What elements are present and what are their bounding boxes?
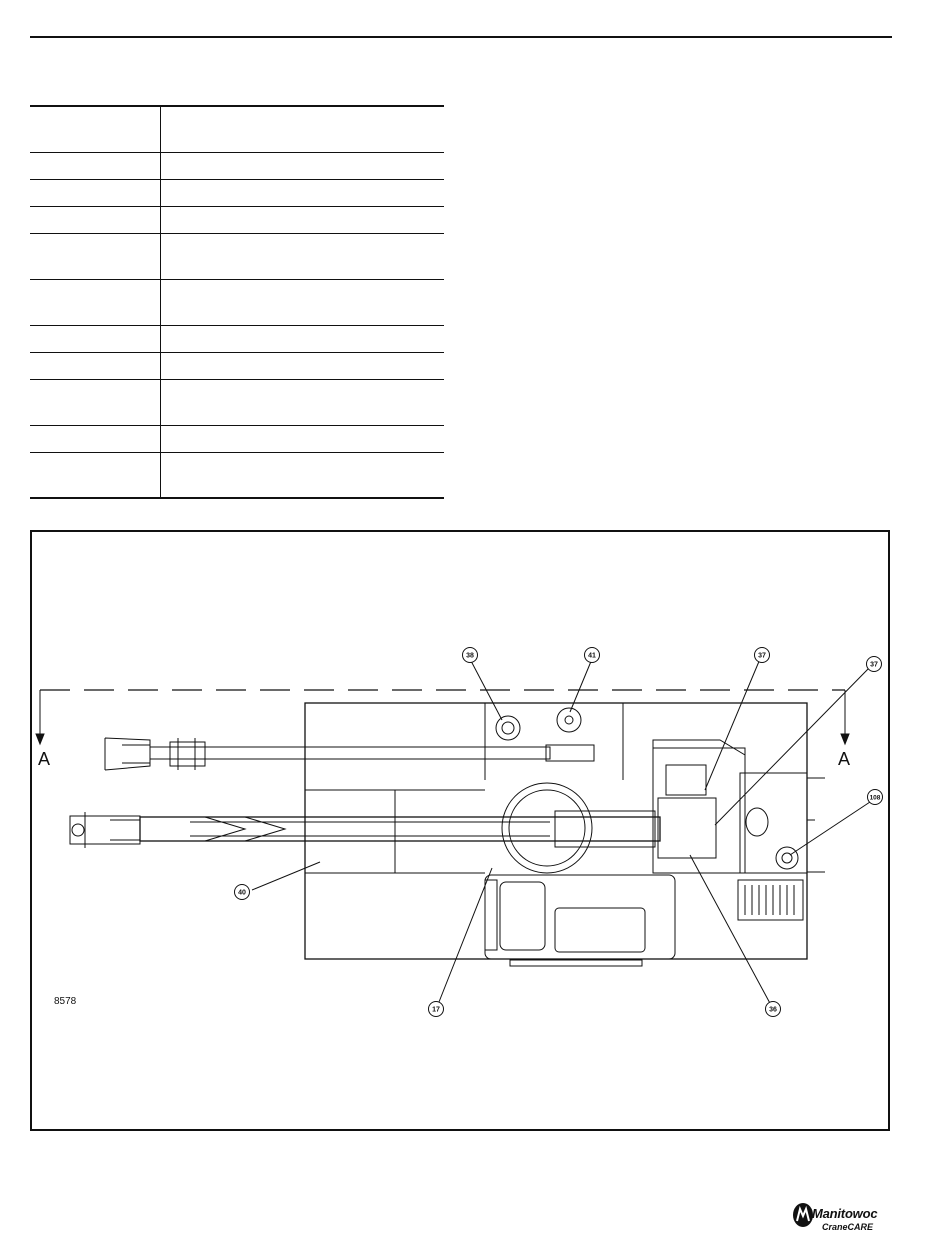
svg-text:41: 41 xyxy=(588,652,596,660)
table-cell xyxy=(30,425,161,452)
table-cell xyxy=(30,106,161,152)
section-arrow-right xyxy=(841,690,849,744)
table-cell xyxy=(161,233,445,279)
engine-block xyxy=(653,740,825,920)
table-cell xyxy=(30,152,161,179)
callout-37b xyxy=(867,657,882,672)
jib xyxy=(105,738,594,770)
logo-subtitle: CraneCARE xyxy=(822,1222,874,1232)
callout-41 xyxy=(585,648,600,663)
table-cell xyxy=(30,279,161,325)
cab xyxy=(485,875,675,966)
svg-text:37: 37 xyxy=(758,652,766,660)
main-boom xyxy=(70,811,660,848)
section-arrow-left xyxy=(36,690,44,744)
callout-108 xyxy=(868,790,883,805)
leader-108 xyxy=(790,800,873,855)
table-row xyxy=(30,325,444,352)
leader-17 xyxy=(437,868,492,1007)
figure-frame xyxy=(30,530,890,1131)
table-row xyxy=(30,425,444,452)
table-row xyxy=(30,152,444,179)
section-label-right: A xyxy=(838,749,851,769)
table-cell xyxy=(161,452,445,498)
table-cell xyxy=(30,233,161,279)
section-label-left: A xyxy=(38,749,51,769)
table-cell xyxy=(161,325,445,352)
svg-text:40: 40 xyxy=(238,889,246,897)
leader-40 xyxy=(252,862,320,890)
table-row xyxy=(30,452,444,498)
callout-36 xyxy=(766,1002,781,1017)
table-cell xyxy=(161,106,445,152)
svg-text:17: 17 xyxy=(432,1006,440,1014)
table-cell xyxy=(30,325,161,352)
table-cell xyxy=(161,425,445,452)
leader-41 xyxy=(570,659,592,712)
table-cell xyxy=(161,352,445,379)
table-cell xyxy=(161,279,445,325)
table-cell xyxy=(161,379,445,425)
table-cell xyxy=(30,179,161,206)
lubrication-table xyxy=(30,105,444,499)
table-row xyxy=(30,106,444,152)
top-rule xyxy=(30,36,892,38)
leader-37a xyxy=(705,659,760,790)
svg-text:37: 37 xyxy=(870,661,878,669)
table-cell xyxy=(161,152,445,179)
logo-emblem-icon xyxy=(792,1202,814,1228)
table-row xyxy=(30,233,444,279)
table-cell xyxy=(30,379,161,425)
carrier-deck xyxy=(305,703,807,959)
table-cell xyxy=(30,452,161,498)
table-row xyxy=(30,206,444,233)
leader-36 xyxy=(690,855,772,1007)
turntable xyxy=(502,783,592,873)
svg-text:108: 108 xyxy=(869,794,881,802)
table-cell xyxy=(161,179,445,206)
table-cell xyxy=(161,206,445,233)
figure-number: 8578 xyxy=(54,996,77,1007)
crane-top-view-drawing xyxy=(30,530,890,1131)
callout-37a xyxy=(755,648,770,663)
callout-17 xyxy=(429,1002,444,1017)
table-row xyxy=(30,352,444,379)
leader-37b xyxy=(715,667,870,825)
callout-40 xyxy=(235,885,250,900)
manitowoc-cranecare-logo xyxy=(790,1200,900,1240)
callout-38 xyxy=(463,648,478,663)
table-cell xyxy=(30,352,161,379)
logo-wordmark: Manitowoc xyxy=(812,1206,878,1221)
table-row xyxy=(30,179,444,206)
svg-text:38: 38 xyxy=(466,652,474,660)
table-cell xyxy=(30,206,161,233)
table-row xyxy=(30,279,444,325)
table-row xyxy=(30,379,444,425)
svg-text:36: 36 xyxy=(769,1006,777,1014)
